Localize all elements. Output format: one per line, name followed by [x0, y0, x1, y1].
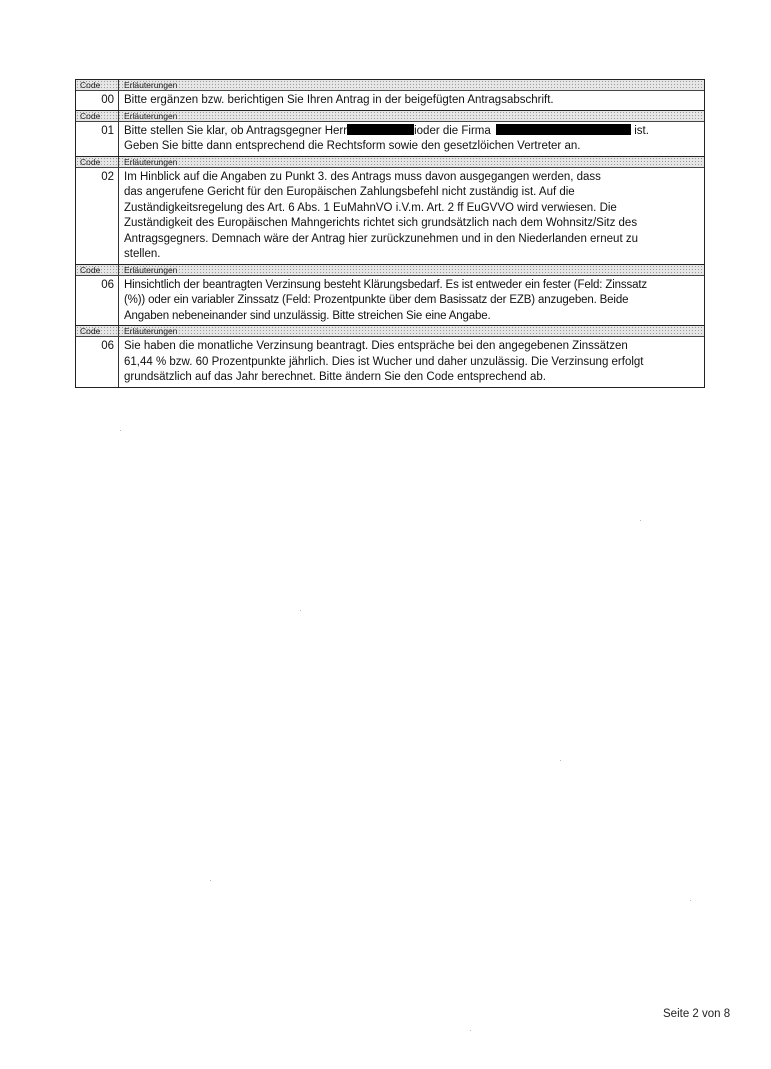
scan-speck — [120, 430, 121, 431]
text-line: Zuständigkeitsregelung des Art. 6 Abs. 1 EuMahnVO i.V.m. Art. 2 ff EuGVVO wird verwiesen. Die — [124, 201, 617, 214]
text-line: 61,44 % bzw. 60 Prozentpunkte jährlich. Dies ist Wucher und daher unzulässig. Die Verzinsung erfolgt — [124, 355, 644, 368]
row-code: 00 — [76, 91, 119, 110]
scan-speck — [470, 1030, 471, 1031]
text-segment: Bitte stellen Sie klar, ob Antragsgegner Herr — [124, 124, 348, 137]
scan-speck — [560, 760, 561, 761]
row-text — [119, 91, 704, 110]
scan-speck — [640, 520, 641, 521]
row-text — [119, 122, 704, 156]
header-code: Code — [76, 326, 119, 336]
text-line: Bitte ergänzen bzw. berichtigen Sie Ihren Antrag in der beigefügten Antragsabschrift. — [124, 94, 554, 106]
header-explanations: Erläuterungen — [124, 80, 178, 90]
header-explanations: Erläuterungen — [124, 264, 178, 275]
header-code: Code — [76, 80, 119, 90]
row-text — [119, 337, 704, 387]
row-code: 01 — [76, 122, 119, 156]
text-line: Angaben nebeneinander sind unzulässig. Bitte streichen Sie eine Angabe. — [124, 309, 491, 322]
table-block — [76, 264, 704, 326]
text-line: (%)) oder ein variabler Zinssatz (Feld: Prozentpunkte über dem Basissatz der EZB) anzugeben. Beide — [124, 294, 629, 306]
header-code: Code — [76, 111, 119, 121]
table-block — [76, 110, 704, 156]
text-line: Zuständigkeit des Europäischen Mahngerichts richtet sich grundsätzlich nach dem Wohnsitz/Sitz des — [124, 217, 638, 229]
row-text — [119, 276, 704, 326]
table-block — [76, 325, 704, 387]
row-code: 06 — [76, 337, 119, 387]
text-segment: ioder die Firma — [414, 124, 491, 137]
table-header — [76, 157, 704, 168]
text-line: Sie haben die monatliche Verzinsung beantragt. Dies entspräche bei den angegebenen Zinssätzen — [124, 340, 628, 352]
table-header — [76, 111, 704, 122]
table-row — [76, 122, 704, 156]
scan-speck — [690, 900, 691, 901]
text-line: Hinsichtlich der beantragten Verzinsung besteht Klärungsbedarf. Es ist entweder ein fester (Feld: Zinssatz — [124, 278, 647, 291]
table-header — [76, 80, 704, 91]
redaction-bar — [347, 124, 414, 135]
header-explanations: Erläuterungen — [124, 156, 178, 167]
text-line: Antragsgegners. Demnach wäre der Antrag hier zurückzunehmen und in den Niederlanden erneut zu — [124, 232, 638, 245]
header-explanations: Erläuterungen — [124, 110, 178, 121]
row-code: 02 — [76, 168, 119, 264]
scan-speck — [210, 880, 211, 881]
table-header — [76, 326, 704, 337]
table-row — [76, 337, 704, 387]
redaction-bar — [496, 124, 631, 135]
header-explanations: Erläuterungen — [124, 326, 178, 336]
text-line: grundsätzlich auf das Jahr berechnet. Bitte ändern Sie den Code entsprechend ab. — [124, 371, 546, 383]
text-segment: ist. — [634, 124, 649, 137]
header-code: Code — [76, 157, 119, 167]
text-line: das angerufene Gericht für den Europäischen Zahlungsbefehl nicht zuständig ist. Auf die — [124, 186, 575, 198]
scan-speck — [300, 610, 301, 611]
table-row — [76, 168, 704, 264]
table-block — [76, 80, 704, 110]
text-line: stellen. — [124, 248, 161, 260]
table-block — [76, 156, 704, 264]
text-line: Geben Sie bitte dann entsprechend die Rechtsform sowie den gesetzlöichen Vertreter an. — [124, 140, 581, 152]
text-line — [124, 124, 700, 140]
table-row — [76, 91, 704, 110]
explanations-table — [75, 79, 705, 388]
page-number: Seite 2 von 8 — [663, 1008, 731, 1020]
text-line: Im Hinblick auf die Angaben zu Punkt 3. des Antrags muss davon ausgegangen werden, dass — [124, 170, 601, 183]
table-header — [76, 265, 704, 276]
table-row — [76, 276, 704, 326]
row-code: 06 — [76, 276, 119, 326]
header-code: Code — [76, 265, 119, 275]
row-text — [119, 168, 704, 264]
